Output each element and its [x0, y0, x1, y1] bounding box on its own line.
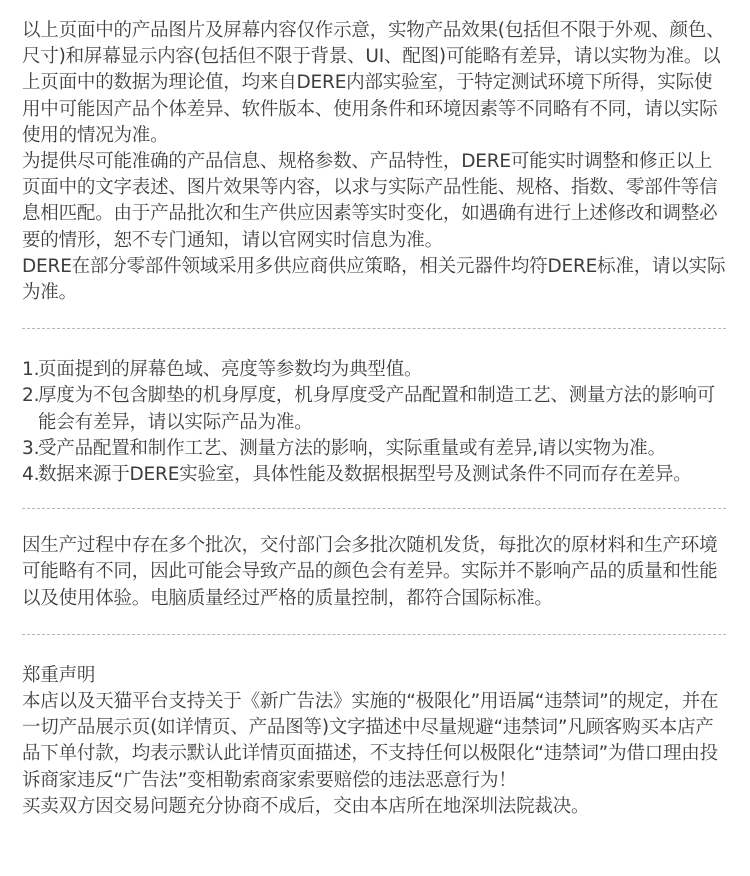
list-item-text: 厚度为不包含脚垫的机身厚度，机身厚度受产品配置和制造工艺、测量方法的影响可能会有差异，请以实际产品为准。	[38, 385, 716, 433]
list-item	[22, 436, 726, 462]
list-item-number: 1.	[22, 359, 40, 381]
list-item-text: 受产品配置和制作工艺、测量方法的影响，实际重量或有差异,请以实物为准。	[38, 437, 666, 459]
list-item	[22, 462, 726, 488]
list-item-number: 2.	[22, 385, 40, 407]
statement-paragraph: 买卖双方因交易问题充分协商不成后，交由本店所在地深圳法院裁决。	[22, 795, 590, 817]
product-disclaimer-section	[22, 0, 726, 306]
statement-paragraph: 本店以及天猫平台支持关于《新广告法》实施的“极限化”用语属“违禁词”的规定，并在一切产品展示页(如详情页、产品图等)文字描述中尽量规避“违禁词”凡顾客购买本店产品下单付款，均表示默认此详情页面描述，不支持任何以极限化“违禁词”为借口理由投诉商家违反“广告法”变相勒索商家索要赔偿的违法恶意行为！	[22, 691, 719, 791]
batch-paragraph: 因生产过程中存在多个批次，交付部门会多批次随机发货，每批次的原材料和生产环境可能略有不同，因此可能会导致产品的颜色会有差异。实际并不影响产品的质量和性能以及使用体验。电脑质量经过严格的质量控制，都符合国际标准。	[22, 535, 718, 609]
solemn-statement-section	[22, 635, 726, 820]
list-item-text: 数据来源于DERE实验室，具体性能及数据根据型号及测试条件不同而存在差异。	[38, 464, 692, 486]
list-item-number: 4.	[22, 464, 40, 486]
notes-list-section	[22, 329, 726, 488]
list-item	[22, 357, 726, 383]
batch-color-section	[22, 509, 726, 612]
list-item-number: 3.	[22, 437, 40, 459]
statement-title: 郑重声明	[22, 664, 96, 686]
disclaimer-paragraph: 以上页面中的产品图片及屏幕内容仅作示意，实物产品效果(包括但不限于外观、颜色、尺寸)和屏幕显示内容(包括但不限于背景、UI、配图)可能略有差异，请以实物为准。以上页面中的数据为理论值，均来自DERE内部实验室，于特定测试环境下所得，实际使用中可能因产品个体差异、软件版本、使用条件和环境因素等不同略有不同，请以实际使用的情况为准。	[22, 20, 725, 146]
disclaimer-paragraph: DERE在部分零部件领域采用多供应商供应策略，相关元器件均符DERE标准，请以实际为准。	[22, 255, 726, 304]
disclaimer-paragraph: 为提供尽可能准确的产品信息、规格参数、产品特性，DERE可能实时调整和修正以上页面中的文字表述、图片效果等内容，以求与实际产品性能、规格、指数、零部件等信息相匹配。由于产品批次和生产供应因素等实时变化，如遇确有进行上述修改和调整必要的情形，恕不专门通知，请以官网实时信息为准。	[22, 151, 718, 251]
list-item	[22, 383, 726, 435]
list-item-text: 页面提到的屏幕色域、亮度等参数均为典型值。	[38, 359, 423, 381]
